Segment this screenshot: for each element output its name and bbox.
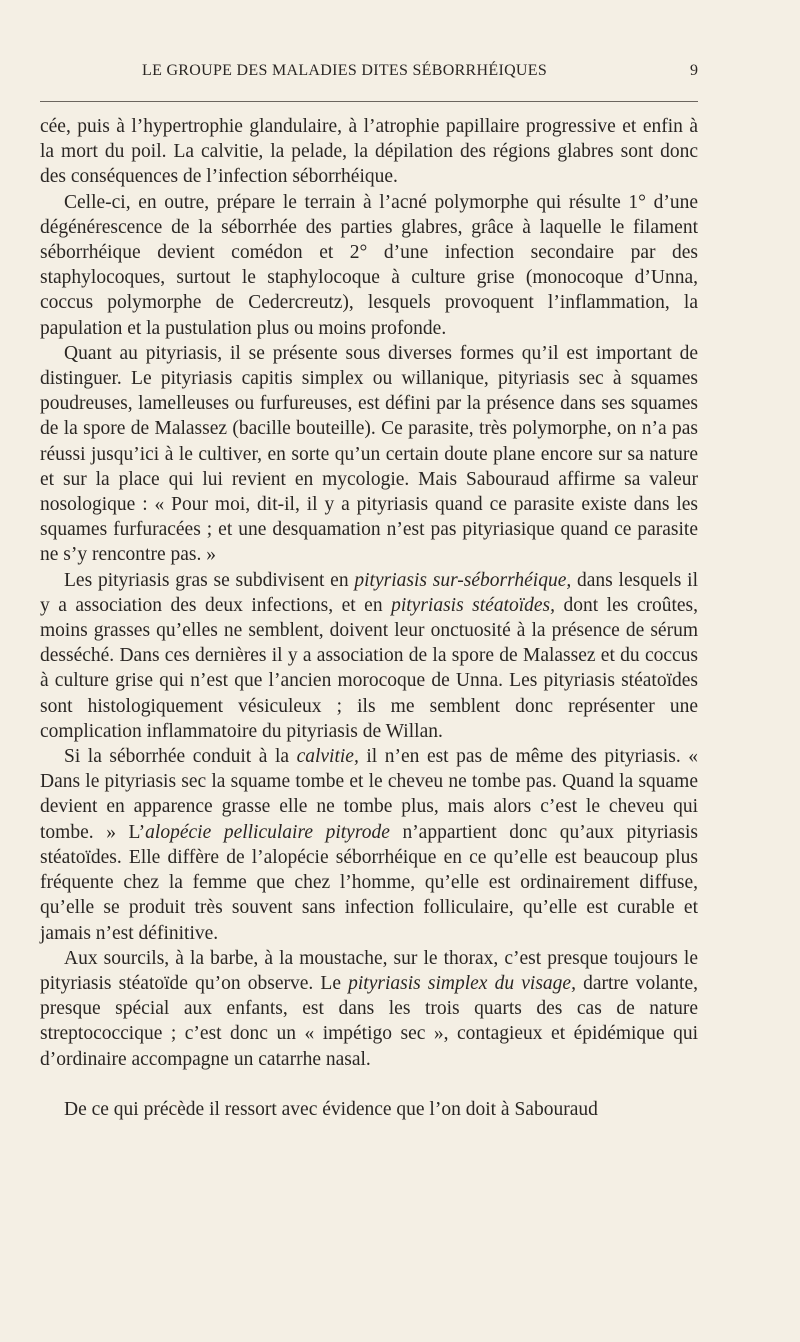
paragraph-2 (40, 190, 698, 341)
paragraph-6-text-a: Aux sourcils, à la barbe, à la moustache, sur le thorax, c’est presque toujours le pityriasis stéatoïde qu’on observe. Le (40, 947, 698, 994)
paragraph-5-italic-1: calvitie, (296, 746, 359, 768)
paragraph-5-italic-2: alopécie pelliculaire pityrode (145, 821, 390, 843)
body-text (40, 114, 698, 1122)
paragraph-4 (40, 568, 698, 744)
paragraph-1 (40, 114, 698, 190)
paragraph-4-text-a: Les pityriasis gras se subdivisent en (64, 569, 355, 591)
paragraph-7 (40, 1097, 698, 1122)
paragraph-5-text-b: il n’en est pas de même des pityriasis. « Dans le pityriasis sec la squame tombe et le cheveu ne tombe pas. Quand la squame devient en apparence grasse elle ne tombe plus, mais alors c’est le cheveu qui tombe. » L’ (40, 746, 698, 843)
paragraph-5 (40, 744, 698, 946)
paragraph-5-text-c: n’appartient donc qu’aux pityriasis stéatoïdes. Elle diffère de l’alopécie séborrhéique en ce qu’elle est beaucoup plus fréquente chez la femme que chez l’homme, qu’elle est ordinairement diffuse, qu’elle se produit très souvent sans infection folliculaire, qu’elle est curable et jamais n’est définitive. (40, 821, 698, 944)
paragraph-4-text-b: dans lesquels il y a association des deux infections, et en (40, 569, 699, 616)
page-number: 9 (690, 62, 698, 79)
paragraph-3 (40, 341, 698, 568)
paragraph-4-italic-1: pityriasis sur-séborrhéique, (354, 569, 572, 591)
paragraph-4-italic-2: pityriasis stéatoïdes, (391, 594, 556, 616)
paragraph-2-text: Celle-ci, en outre, prépare le terrain à l’acné polymorphe qui résulte 1° d’une dégénérescence de la séborrhée des parties glabres, grâce à laquelle le filament séborrhéique devient comédon et 2° d’une infection secondaire par des staphylocoques, surtout le staphylocoque à culture grise (monocoque d’Unna, coccus polymorphe de Cedercreutz), lesquels provoquent l’inflammation, la papulation et la pustulation plus ou moins profonde. (40, 191, 698, 339)
paragraph-4-text-c: dont les croûtes, moins grasses qu’elles ne semblent, doivent leur onctuosité à la présence de sérum desséché. Dans ces dernières il y a association de la spore de Malassez et du coccus à culture grise qui n’est que l’ancien morocoque de Unna. Les pityriasis stéatoïdes sont histologiquement vésiculeux ; ils me semblent donc représenter une complication inflammatoire du pityriasis de Willan. (40, 594, 698, 742)
paragraph-1-text: cée, puis à l’hypertrophie glandulaire, à l’atrophie papillaire progressive et enfin à la mort du poil. La calvitie, la pelade, la dépilation des régions glabres sont donc des conséquences de l’infection séborrhéique. (40, 116, 698, 188)
running-head (40, 62, 698, 92)
paragraph-6-text-b: dartre volante, presque spécial aux enfants, est dans les trois quarts des cas de nature streptococcique ; c’est donc un « impétigo sec », contagieux et épidémique qui d’ordinaire accompagne un catarrhe nasal. (40, 972, 698, 1070)
running-title: LE GROUPE DES MALADIES DITES SÉBORRHÉIQUES (142, 62, 548, 79)
paragraph-5-text-a: Si la séborrhée conduit à la (64, 746, 297, 768)
header-rule (40, 101, 698, 102)
paragraph-3-text: Quant au pityriasis, il se présente sous diverses formes qu’il est important de distinguer. Le pityriasis capitis simplex ou willanique, pityriasis sec à squames poudreuses, lamelleuses ou furfureuses, est défini par la présence dans ses squames de la spore de Malassez (bacille bouteille). Ce parasite, très polymorphe, on n’a pas réussi jusqu’ici à le cultiver, en sorte qu’un certain doute plane encore sur sa nature et sur la place qui lui revient en mycologie. Mais Sabouraud affirme sa valeur nosologique : « Pour moi, dit-il, il y a pityriasis quand ce parasite existe dans les squames furfuracées ; et une desquamation n’est pas pityriasique quand ce parasite ne s’y rencontre pas. » (40, 342, 698, 566)
paragraph-6-italic-1: pityriasis simplex du visage, (348, 972, 576, 994)
paragraph-6 (40, 946, 698, 1072)
paragraph-7-text: De ce qui précède il ressort avec évidence que l’on doit à Sabouraud (64, 1098, 598, 1120)
